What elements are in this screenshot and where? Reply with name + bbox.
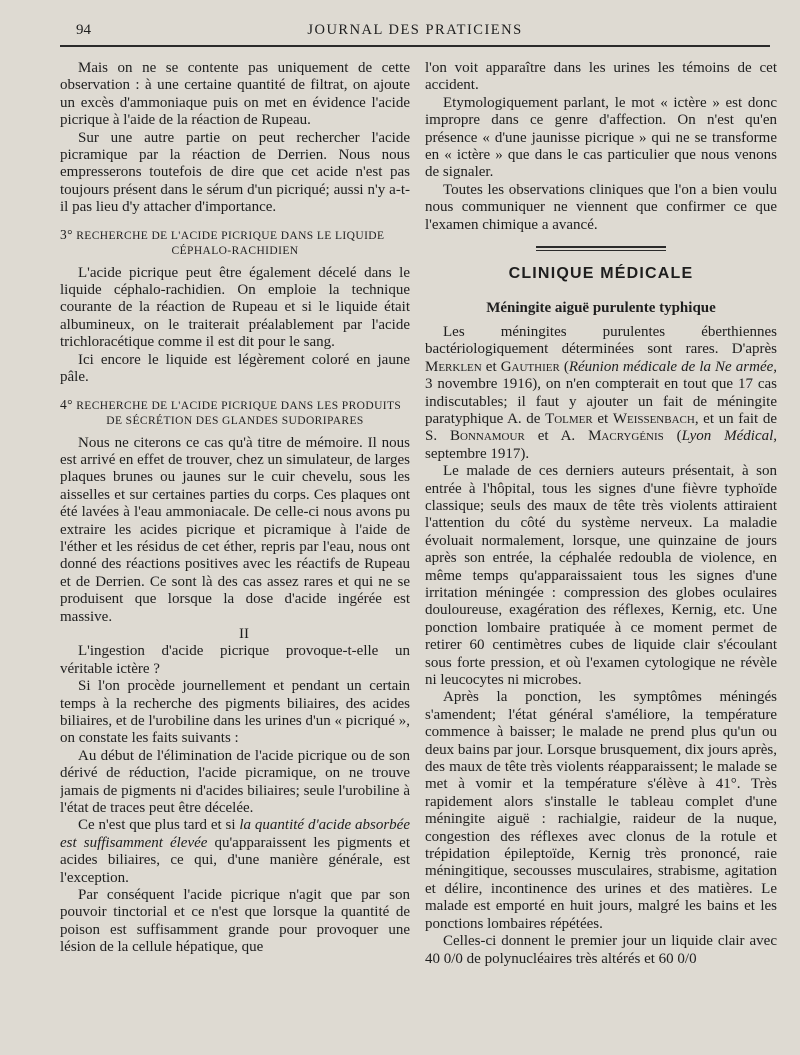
paragraph: L'ingestion d'acide picrique provoque-t-elle un véritable ictère ? bbox=[60, 643, 410, 677]
article-title: Méningite aiguë purulente typhique bbox=[486, 300, 716, 317]
paragraph: Par conséquent l'acide picrique n'agit que par son pouvoir tinctorial et ce n'est que lorsque la quantité de poison est suffisamment grande pour provoquer une lésion de la cellule hépatique, que bbox=[60, 887, 410, 956]
paragraph: l'on voit apparaître dans les urines les témoins de cet accident. bbox=[425, 60, 777, 94]
paragraph: Mais on ne se contente pas uniquement de cette observation : à une certaine quantité de filtrat, on ajoute un excès d'ammoniaque puis on met en évidence l'acide picrique à l'aide de la réaction de Rupeau. bbox=[60, 60, 410, 129]
paragraph: Après la ponction, les symptômes méningés s'amendent; l'état général s'améliore, la température commence à baisser; le malade ne prend plus qu'un ou deux bains par jour. Lorsque brusquement, dix jours après, des maux de tête très violents réapparaissent; le malade se met à vomir et la température s'élève à 41°. Très rapidement alors s'installe le tableau complet d'une méningite aiguë : rachialgie, raideur de la nuque, congestion des réflexes avec clonus de la rotule et trépidation épileptoïde, Kernig très prononcé, raie méningitique, secousses musculaires, strabisme, agitation et délire, incontinence des urines et des matières. Le malade est emporté en huit jours, malgré les bains et les ponctions lombaires répétées. bbox=[425, 689, 777, 932]
page-number: 94 bbox=[76, 22, 91, 38]
page-header bbox=[60, 22, 770, 46]
paragraph: Au début de l'élimination de l'acide picrique ou de son dérivé de réduction, l'acide picramique, on ne trouve jamais de pigments ni d'acides biliaires; seule l'urobiline à l'état de traces peut être décelée. bbox=[60, 747, 410, 817]
right-column bbox=[425, 60, 777, 1050]
paragraph: Toutes les observations cliniques que l'on a bien voulu nous communiquer ne viennent que confirmer ce que l'examen chimique a avancé. bbox=[425, 181, 777, 233]
paragraph: Nous ne citerons ce cas qu'à titre de mémoire. Il nous est arrivé en effet de trouver, chez un simulateur, de larges plaques brunes ou jaunes sur le cuir chevelu, sous les aisselles et sur certaines parties du corps. Ces plaques ont été lavées à l'eau ammoniacale. De celle-ci nous avons pu extraire les acides picrique et picramique à l'aide de l'éther et les résidus de cet éther, repris par l'eau, nous ont donné des réactions positives avec les réactifs de Rupeau et de Derrien. Ce sont là des cas assez rares et qui ne se produisent que lorsque la dose d'acide ingérée est massive. bbox=[60, 434, 410, 625]
section-numeral: II bbox=[239, 625, 249, 642]
paragraph: Le malade de ces derniers auteurs présentait, à son entrée à l'hôpital, tous les signes d'une fièvre typhoïde classique; seuls des maux de tête très violents attiraient l'attention du côté du système nerveux. La maladie évoluait normalement, lorsque, une quinzaine de jours après son entrée, la céphalée redoubla de violence, en même temps qu'apparaissaient tous les signes d'une irritation méningée : compression des globes oculaires douloureuse, exagération des réflexes, Kernig, etc. Une ponction lombaire pratiquée à ce moment permet de retirer 60 centimètres cubes de liquide clair s'écoulant sous forte pression, et où l'examen cytologique ne révèle ni leucocytes ni microbes. bbox=[425, 463, 777, 688]
section-title: CLINIQUE MÉDICALE bbox=[508, 265, 694, 283]
paragraph: Les méningites purulentes éberthiennes bactériologiquement déterminées sont rares. D'après Merklen et Gauthier (Réunion médicale de la Ne armée, 3 novembre 1916), on n'en compterait en tout que 17 cas indiscutables; il faut y ajouter un fait de méningite paratyphique A. de Tolmer et Weissenbach, et un fait de S. Bonnamour et A. Macrygénis (Lyon Médical, septembre 1917). bbox=[425, 323, 777, 462]
paragraph: Celles-ci donnent le premier jour un liquide clair avec 40 0/0 de polynucléaires très altérés et 60 0/0 bbox=[425, 933, 777, 967]
left-column bbox=[60, 60, 410, 1050]
paragraph: Etymologiquement parlant, le mot « ictère » est donc impropre dans ce genre d'affection. On n'est qu'en présence « d'une jaunisse picrique » qui ne se transforme en « ictère » que dans le cas particulier que nous venons de signaler. bbox=[425, 94, 777, 181]
paragraph: L'acide picrique peut être également décelé dans le liquide céphalo-rachidien. On emploie la technique courante de la réaction de Rupeau et si le liquide était albumineux, on le traiterait préalablement par l'acide trichloracétique comme il est dit pour le sang. bbox=[60, 264, 410, 351]
header-rule bbox=[60, 45, 770, 47]
running-title: JOURNAL DES PRATICIENS bbox=[307, 22, 523, 38]
subheading-csf: 3° RECHERCHE DE L'ACIDE PICRIQUE DANS LE LIQUIDE CÉPHALO-RACHIDIEN bbox=[60, 226, 385, 257]
paragraph: Sur une autre partie on peut rechercher l'acide picramique par la réaction de Derrien. Nous nous empresserons toutefois de dire que cet acide n'est pas toujours présent dans le sérum d'un picriqué; aussi n'y a-t-il pas lieu d'y attacher d'importance. bbox=[60, 129, 410, 216]
paragraph: Ici encore le liquide est légèrement coloré en jaune pâle. bbox=[60, 351, 410, 386]
paragraph: Si l'on procède journellement et pendant un certain temps à la recherche des pigments biliaires, des acides biliaires, et de l'urobiline dans les urines d'un « picriqué », on constate les faits suivants : bbox=[60, 678, 410, 747]
section-divider bbox=[536, 246, 666, 251]
subheading-sweat-glands: 4° RECHERCHE DE L'ACIDE PICRIQUE DANS LES PRODUITS DE SÉCRÉTION DES GLANDES SUDORIPARES bbox=[60, 396, 402, 427]
paragraph: Ce n'est que plus tard et si la quantité d'acide absorbée est suffisamment élevée qu'apparaissent les pigments et acides biliaires, ce qui, d'une manière générale, est l'exception. bbox=[60, 817, 410, 886]
